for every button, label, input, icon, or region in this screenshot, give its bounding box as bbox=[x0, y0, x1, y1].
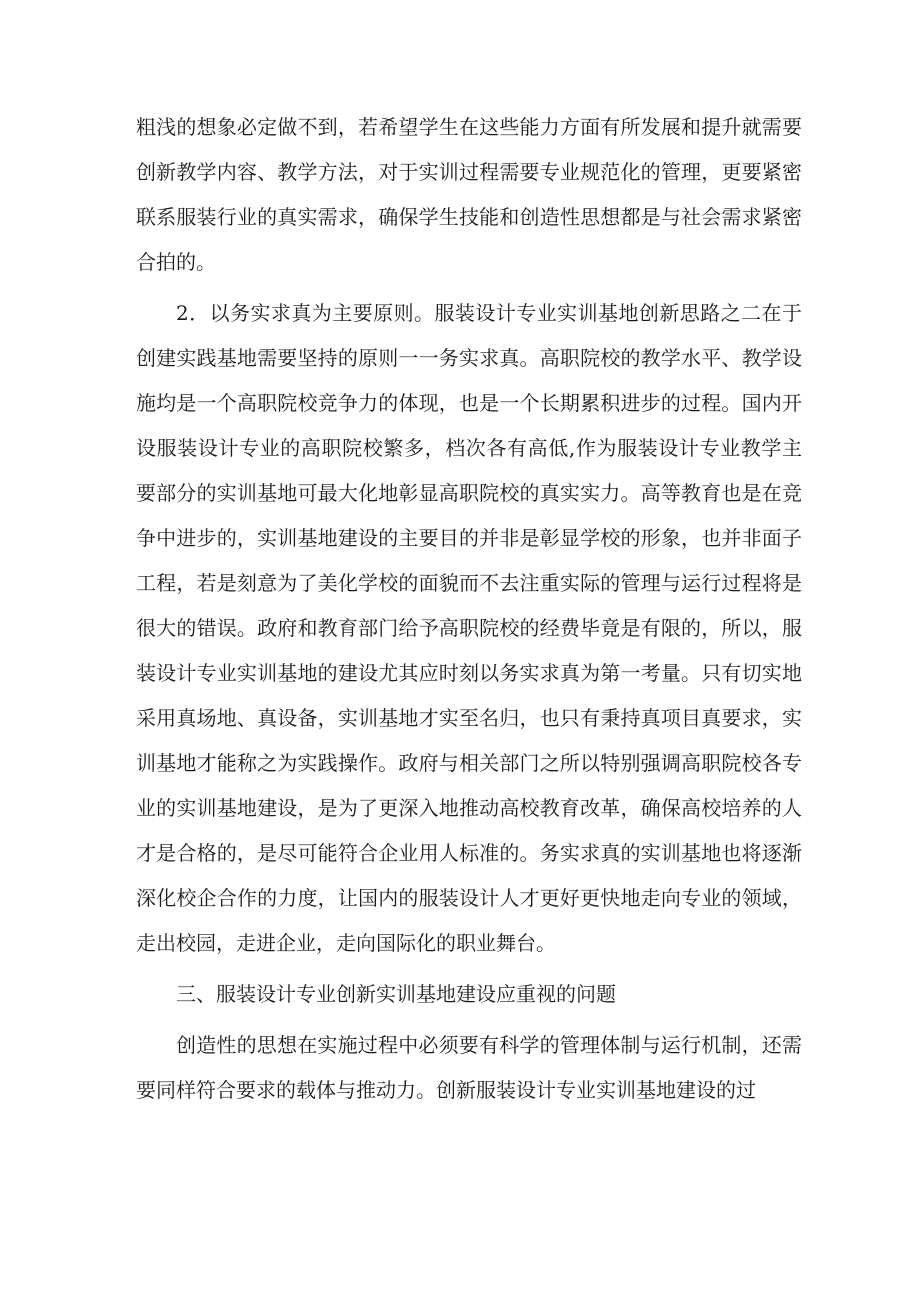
section-heading-3: 三、服装设计专业创新实训基地建设应重视的问题 bbox=[176, 982, 616, 1006]
paragraph-continuation: 粗浅的想象必定做不到，若希望学生在这些能力方面有所发展和提升就需要创新教学内容、教学方法，对于实训过程需要专业规范化的管理，更要紧密联系服装行业的真实需求，确保学生技能和创造性思想都是与社会需求紧密合拍的。 bbox=[136, 115, 802, 274]
paragraph-principle-2: 2．以务实求真为主要原则。服装设计专业实训基地创新思路之二在于创建实践基地需要坚持的原则一一务实求真。高职院校的教学水平、教学设施均是一个高职院校竞争力的体现，也是一个长期累积进步的过程。国内开设服装设计专业的高职院校繁多，档次各有高低,作为服装设计专业教学主要部分的实训基地可最大化地彰显高职院校的真实实力。高等教育也是在竞争中进步的，实训基地建设的主要目的并非是彰显学校的形象，也并非面子工程，若是刻意为了美化学校的面貌而不去注重实际的管理与运行过程将是很大的错误。政府和教育部门给予高职院校的经费毕竟是有限的，所以，服装设计专业实训基地的建设尤其应时刻以务实求真为第一考量。只有切实地采用真场地、真设备，实训基地才实至名归，也只有秉持真项目真要求，实训基地才能称之为实践操作。政府与相关部门之所以特别强调高职院校各专业的实训基地建设，是为了更深入地推动高校教育改革，确保高校培养的人才是合格的，是尽可能符合企业用人标准的。务实求真的实训基地也将逐渐深化校企合作的力度，让国内的服装设计人才更好更快地走向专业的领域，走出校园，走进企业，走向国际化的职业舞台。 bbox=[136, 301, 802, 955]
paragraph-section-3-body: 创造性的思想在实施过程中必须要有科学的管理体制与运行机制，还需要同样符合要求的载体与推动力。创新服装设计专业实训基地建设的过 bbox=[136, 1033, 802, 1102]
